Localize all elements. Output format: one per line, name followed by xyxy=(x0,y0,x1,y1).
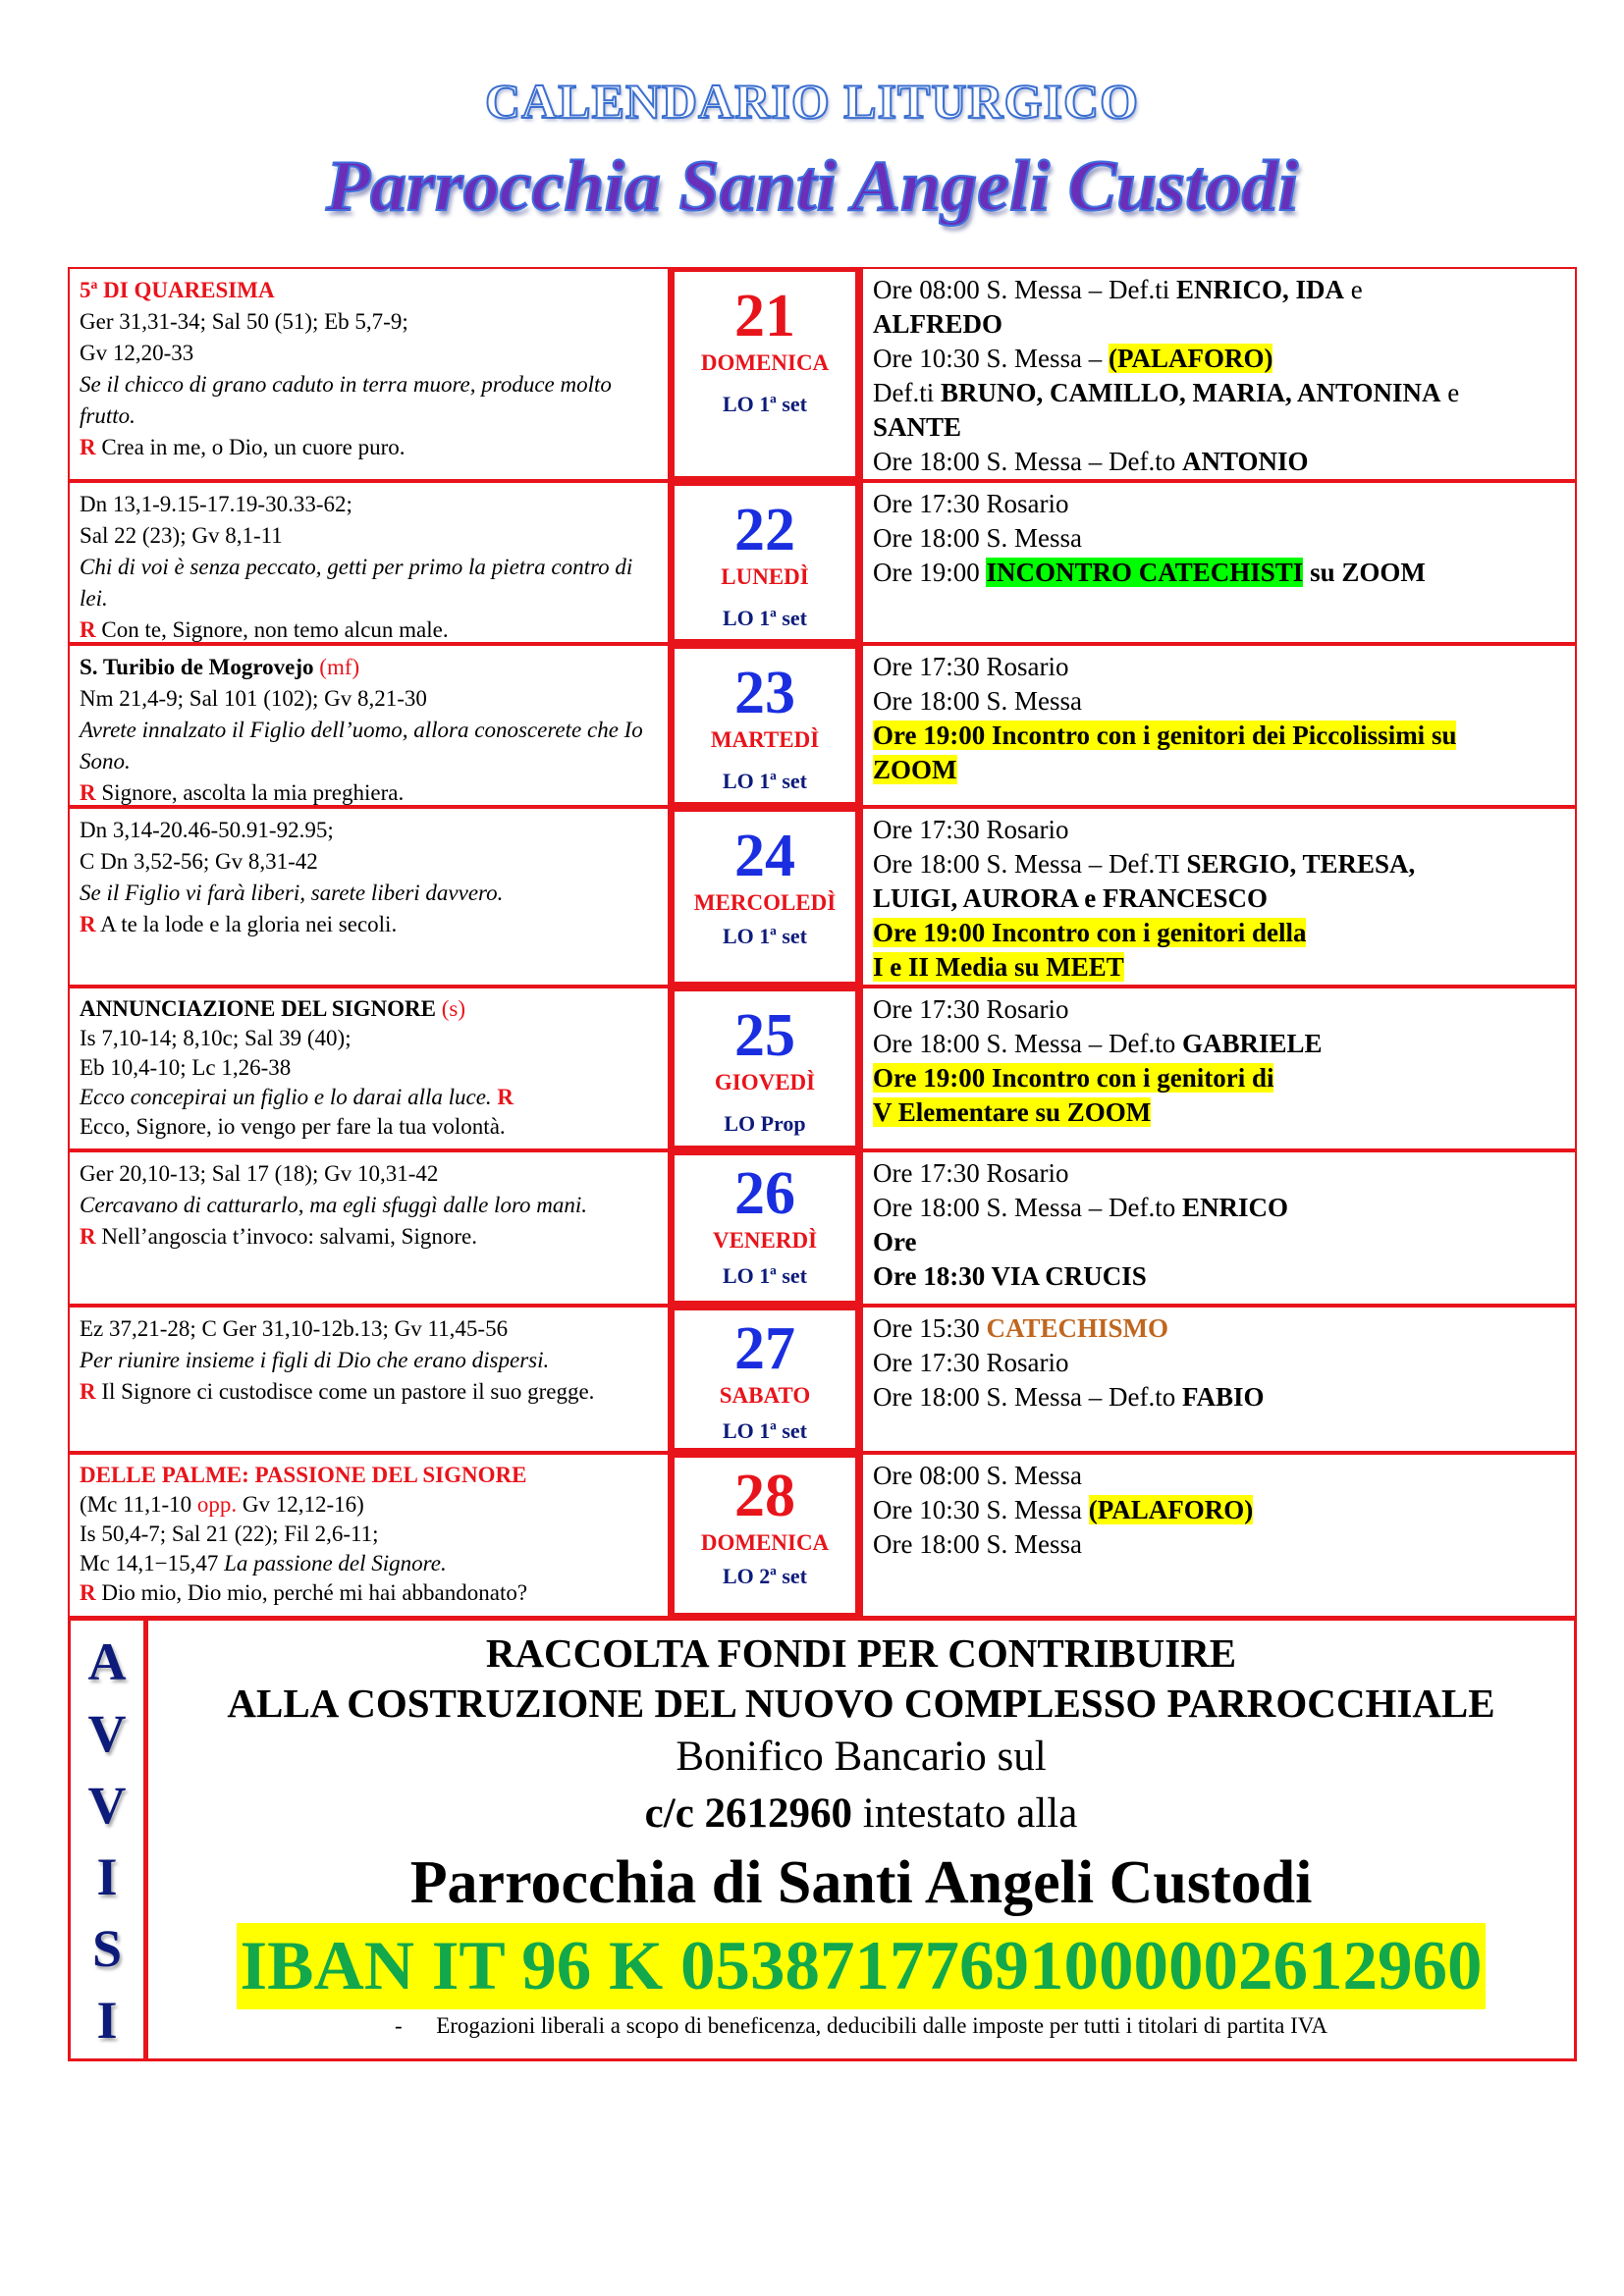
liturgy-cell xyxy=(68,644,670,807)
readings: Eb 10,4-10; Lc 1,26-38 xyxy=(80,1055,292,1080)
event: Ore 18:00 S. Messa xyxy=(873,523,1082,553)
fundraising-notice xyxy=(148,1621,1574,2058)
event: Ore 17:30 Rosario xyxy=(873,652,1069,681)
weekday: GIOVEDÌ xyxy=(714,1070,816,1095)
response-text: Crea in me, o Dio, un cuore puro. xyxy=(101,435,406,459)
avvisi-letter: I xyxy=(96,1991,118,2050)
liturgy-heading: ANNUNCIAZIONE DEL SIGNORE (s) xyxy=(80,996,465,1021)
liturgy-of-hours: LO Prop xyxy=(724,1111,806,1136)
event: Ore 19:00 INCONTRO CATECHISTI su ZOOM xyxy=(873,558,1426,587)
antiphon: Per riunire insieme i figli di Dio che erano dispersi. xyxy=(80,1348,550,1372)
readings: Is 50,4-7; Sal 21 (22); Fil 2,6-11; xyxy=(80,1522,379,1546)
liturgy-cell xyxy=(68,807,670,987)
document-title: CALENDARIO LITURGICO xyxy=(485,74,1139,129)
liturgy-cell xyxy=(68,481,670,644)
events-cell xyxy=(860,481,1577,644)
weekday: MERCOLEDÌ xyxy=(693,890,837,915)
event: Ore 18:00 S. Messa – Def.TI SERGIO, TERESA, xyxy=(873,849,1416,879)
parish-name: Parrocchia Santi Angeli Custodi xyxy=(325,146,1299,227)
event: Ore 19:00 Incontro con i genitori dei Piccolissimi su xyxy=(873,721,1457,750)
event: Ore 18:30 VIA CRUCIS xyxy=(873,1261,1147,1291)
psalm-response xyxy=(80,432,658,463)
antiphon: Se il Figlio vi farà liberi, sarete liberi davvero. xyxy=(80,881,504,905)
readings: (Mc 11,1-10 opp. Gv 12,12-16) xyxy=(80,1492,364,1517)
readings: Ger 31,31-34; Sal 50 (51); Eb 5,7-9; xyxy=(80,309,408,334)
liturgy-cell xyxy=(68,1150,670,1306)
readings: Nm 21,4-9; Sal 101 (102); Gv 8,21-30 xyxy=(80,686,427,711)
readings: Dn 3,14-20.46-50.91-92.95; xyxy=(80,818,334,842)
liturgy-of-hours: LO 1ª set xyxy=(722,1418,808,1443)
psalm-response: R Il Signore ci custodisce come un pastore il suo gregge. xyxy=(80,1379,595,1404)
liturgy-of-hours: LO 1ª set xyxy=(722,606,808,630)
antiphon: Avrete innalzato il Figlio dell’uomo, allora conoscerete che Io Sono. xyxy=(80,718,643,774)
date-cell xyxy=(670,807,860,987)
date-cell xyxy=(670,1306,860,1453)
weekday: DOMENICA xyxy=(700,1530,830,1555)
event: Ore 18:00 S. Messa – Def.to FABIO xyxy=(873,1382,1265,1412)
account-number: c/c 2612960 intestato alla xyxy=(644,1790,1078,1837)
liturgy-cell xyxy=(68,1453,670,1618)
iban-code[interactable]: IBAN IT 96 K 05387177691000002612960 xyxy=(237,1923,1487,2009)
weekday: SABATO xyxy=(719,1383,811,1408)
weekday: DOMENICA xyxy=(700,350,830,375)
liturgy-of-hours: LO 1ª set xyxy=(722,769,808,793)
date-cell xyxy=(670,267,860,481)
date-cell xyxy=(670,1453,860,1618)
date-cell xyxy=(670,987,860,1150)
event: Ore 15:30 CATECHISMO xyxy=(873,1313,1169,1343)
account-holder: Parrocchia di Santi Angeli Custodi xyxy=(409,1849,1313,1916)
day-row-24 xyxy=(68,807,1577,987)
day-row-21 xyxy=(68,267,1577,481)
event: Def.ti BRUNO, CAMILLO, MARIA, ANTONINA e xyxy=(873,378,1460,407)
readings: Is 7,10-14; 8,10c; Sal 39 (40); xyxy=(80,1026,352,1050)
liturgy-heading: S. Turibio de Mogrovejo (mf) xyxy=(80,655,360,679)
event: SANTE xyxy=(873,412,962,442)
event: Ore 19:00 Incontro con i genitori di xyxy=(873,1063,1274,1093)
event: I e II Media su MEET xyxy=(873,952,1124,982)
avvisi-letter: V xyxy=(87,1704,127,1763)
day-number: 21 xyxy=(734,283,795,349)
avvisi-letter: A xyxy=(87,1632,127,1691)
bank-transfer-label: Bonifico Bancario sul xyxy=(676,1734,1047,1780)
palaforo-highlight: (PALAFORO) xyxy=(1108,344,1273,373)
day-row-23 xyxy=(68,644,1577,807)
date-cell xyxy=(670,481,860,644)
event: Ore 18:00 S. Messa – Def.to ANTONIO xyxy=(873,447,1309,476)
psalm-response: R A te la lode e la gloria nei secoli. xyxy=(80,912,398,936)
event: Ore xyxy=(873,1227,917,1256)
events-cell xyxy=(860,1150,1577,1306)
liturgy-cell xyxy=(68,987,670,1150)
response-marker: R xyxy=(80,435,96,459)
weekday: LUNEDÌ xyxy=(721,564,809,589)
day-row-26 xyxy=(68,1150,1577,1306)
event: Ore 08:00 S. Messa – Def.ti ENRICO, IDA e xyxy=(873,275,1363,304)
weekday: VENERDÌ xyxy=(712,1228,818,1253)
day-number: 25 xyxy=(734,1002,795,1069)
event: Ore 17:30 Rosario xyxy=(873,815,1069,844)
day-row-28 xyxy=(68,1453,1577,1618)
event: V Elementare su ZOOM xyxy=(873,1097,1152,1127)
events-cell xyxy=(860,644,1577,807)
antiphon-and-response: Ecco concepirai un figlio e lo darai alla luce. R xyxy=(80,1085,514,1109)
psalm-response: R Signore, ascolta la mia preghiera. xyxy=(80,780,405,805)
day-number: 23 xyxy=(734,660,795,726)
event: Ore 10:30 S. Messa (PALAFORO) xyxy=(873,1495,1254,1524)
event: Ore 18:00 S. Messa xyxy=(873,686,1082,716)
readings: Dn 13,1-9.15-17.19-30.33-62; xyxy=(80,492,352,516)
tax-deduction-note: - Erogazioni liberali a scopo di beneficenza, deducibili dalle imposte per tutti i titolari di partita IVA xyxy=(395,2013,1327,2038)
fundraising-title: RACCOLTA FONDI PER CONTRIBUIRE xyxy=(485,1630,1237,1676)
readings: Mc 14,1−15,47 La passione del Signore. xyxy=(80,1551,447,1575)
liturgy-cell xyxy=(68,267,670,481)
event: LUIGI, AURORA e FRANCESCO xyxy=(873,883,1269,913)
notices-box xyxy=(68,1618,1577,2061)
day-number: 26 xyxy=(734,1160,795,1227)
antiphon: Se il chicco di grano caduto in terra muore, produce molto frutto. xyxy=(80,372,612,428)
readings: C Dn 3,52-56; Gv 8,31-42 xyxy=(80,849,318,874)
catechisti-highlight: INCONTRO CATECHISTI xyxy=(986,558,1304,587)
event: ZOOM xyxy=(873,755,957,784)
event: Ore 17:30 Rosario xyxy=(873,489,1069,518)
readings: Sal 22 (23); Gv 8,1-11 xyxy=(80,523,283,548)
avvisi-letter: S xyxy=(91,1919,123,1978)
palaforo-highlight: (PALAFORO) xyxy=(1088,1495,1254,1524)
liturgy-of-hours: LO 1ª set xyxy=(722,1263,808,1288)
liturgy-of-hours: LO 1ª set xyxy=(722,392,808,416)
events-cell xyxy=(860,267,1577,481)
fundraising-subtitle: ALLA COSTRUZIONE DEL NUOVO COMPLESSO PARROCCHIALE xyxy=(227,1681,1495,1726)
avvisi-letter: I xyxy=(96,1847,118,1906)
events-cell xyxy=(860,1306,1577,1453)
event: Ore 18:00 S. Messa – Def.to ENRICO xyxy=(873,1193,1288,1222)
day-number: 27 xyxy=(734,1315,795,1382)
event: Ore 17:30 Rosario xyxy=(873,994,1069,1024)
day-row-22 xyxy=(68,481,1577,644)
antiphon: Cercavano di catturarlo, ma egli sfuggì dalle loro mani. xyxy=(80,1193,588,1217)
psalm-response: Ecco, Signore, io vengo per fare la tua volontà. xyxy=(80,1114,506,1139)
day-row-25 xyxy=(68,987,1577,1150)
readings: Ez 37,21-28; C Ger 31,10-12b.13; Gv 11,45-56 xyxy=(80,1316,509,1341)
readings: Ger 20,10-13; Sal 17 (18); Gv 10,31-42 xyxy=(80,1161,439,1186)
weekday: MARTEDÌ xyxy=(710,727,820,752)
event: Ore 18:00 S. Messa xyxy=(873,1529,1082,1559)
avvisi-letter: V xyxy=(87,1776,127,1835)
catechismo-label: CATECHISMO xyxy=(986,1313,1169,1343)
liturgy-heading: DELLE PALME: PASSIONE DEL SIGNORE xyxy=(80,1463,527,1487)
event: ALFREDO xyxy=(873,309,1003,339)
avvisi-vertical-label xyxy=(71,1621,148,2058)
psalm-response: R Con te, Signore, non temo alcun male. xyxy=(80,617,449,642)
liturgy-heading: 5ª DI QUARESIMA xyxy=(80,278,275,302)
event: Ore 17:30 Rosario xyxy=(873,1158,1069,1188)
events-cell xyxy=(860,807,1577,987)
event: Ore 17:30 Rosario xyxy=(873,1348,1069,1377)
event: Ore 19:00 Incontro con i genitori della xyxy=(873,918,1307,947)
readings: Gv 12,20-33 xyxy=(80,341,194,365)
events-cell xyxy=(860,1453,1577,1618)
psalm-response: R Dio mio, Dio mio, perché mi hai abbandonato? xyxy=(80,1580,528,1605)
day-number: 28 xyxy=(734,1463,795,1529)
liturgy-cell xyxy=(68,1306,670,1453)
event: Ore 10:30 S. Messa – (PALAFORO) xyxy=(873,344,1273,373)
date-cell xyxy=(670,1150,860,1306)
event: Ore 18:00 S. Messa – Def.to GABRIELE xyxy=(873,1029,1323,1058)
events-cell xyxy=(860,987,1577,1150)
event: Ore 08:00 S. Messa xyxy=(873,1461,1082,1490)
day-number: 24 xyxy=(734,823,795,889)
day-row-27 xyxy=(68,1306,1577,1453)
psalm-response: R Nell’angoscia t’invoco: salvami, Signore. xyxy=(80,1224,477,1249)
date-cell xyxy=(670,644,860,807)
antiphon: Chi di voi è senza peccato, getti per primo la pietra contro di lei. xyxy=(80,555,633,611)
liturgy-of-hours: LO 1ª set xyxy=(722,924,808,948)
day-number: 22 xyxy=(734,497,795,563)
liturgy-of-hours: LO 2ª set xyxy=(722,1564,808,1588)
